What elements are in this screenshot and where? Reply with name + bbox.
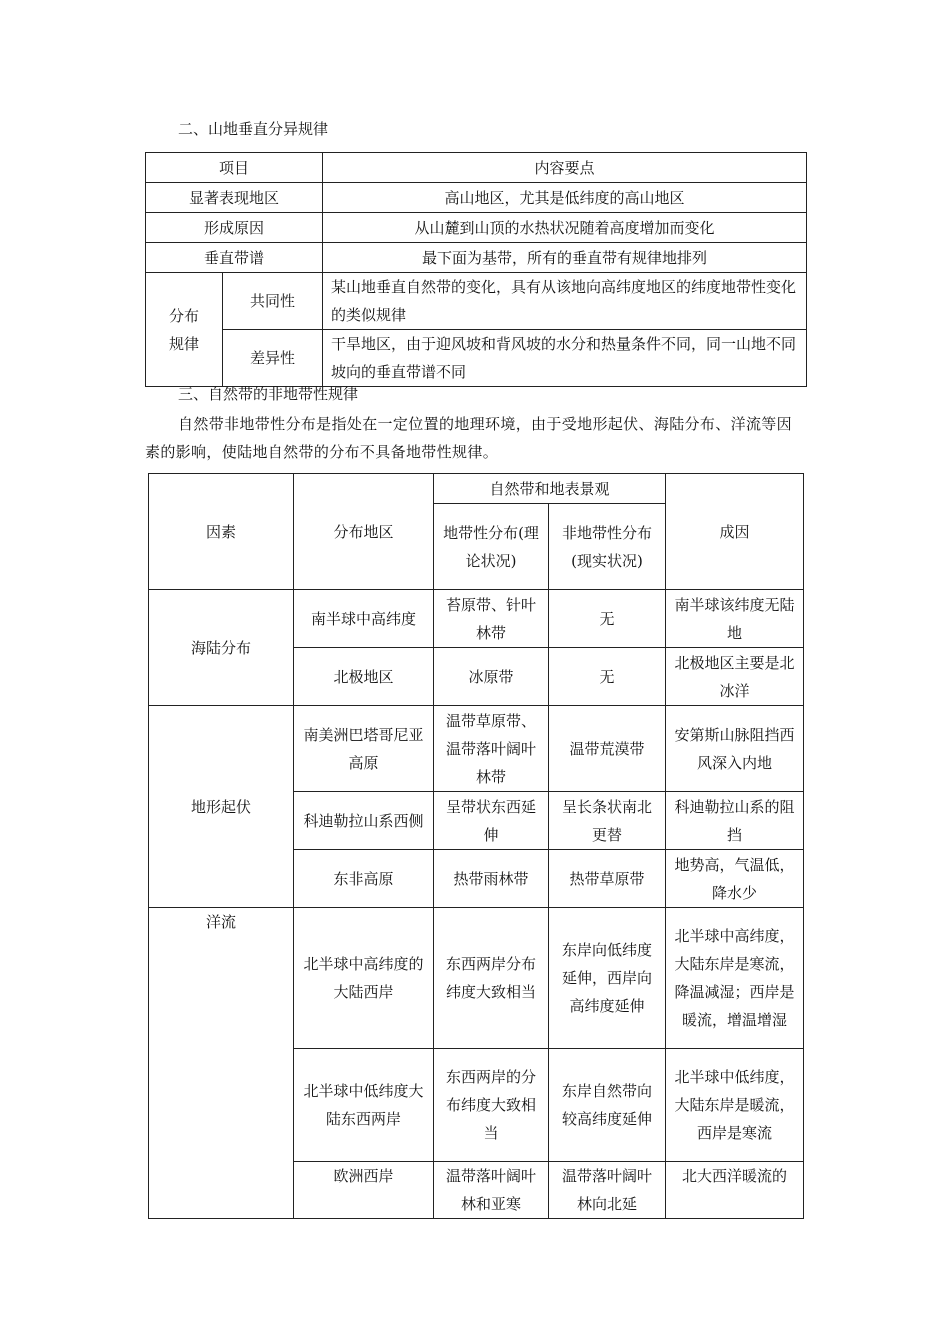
nonzonal-cell: 东岸自然带向较高纬度延伸 (549, 1049, 666, 1162)
cause-cell: 安第斯山脉阻挡西风深入内地 (666, 706, 804, 792)
vertical-zonation-table (145, 152, 807, 387)
common-label: 共同性 (223, 273, 323, 330)
zonal-cell: 热带雨林带 (434, 850, 549, 908)
factor-sea-land: 海陆分布 (149, 590, 294, 706)
zonal-cell: 苔原带、针叶林带 (434, 590, 549, 648)
cause-cell: 北半球中低纬度，大陆东岸是暖流，西岸是寒流 (666, 1049, 804, 1162)
nonzonal-cell: 温带落叶阔叶林向北延 (549, 1162, 666, 1219)
region-cell: 南美洲巴塔哥尼亚高原 (294, 706, 434, 792)
row-item: 垂直带谱 (146, 243, 323, 273)
distribution-label: 分布规律 (146, 273, 223, 387)
cause-cell: 科迪勒拉山系的阻挡 (666, 792, 804, 850)
nonzonal-cell: 无 (549, 590, 666, 648)
zonal-cell: 呈带状东西延伸 (434, 792, 549, 850)
cause-cell: 地势高，气温低，降水少 (666, 850, 804, 908)
region-cell: 北极地区 (294, 648, 434, 706)
region-cell: 科迪勒拉山系西侧 (294, 792, 434, 850)
header-group: 自然带和地表景观 (434, 474, 666, 504)
nonzonal-cell: 东岸向低纬度延伸，西岸向高纬度延伸 (549, 908, 666, 1049)
region-cell: 北半球中高纬度的大陆西岸 (294, 908, 434, 1049)
section-3-heading: 三、自然带的非地带性规律 (178, 385, 359, 403)
zonal-cell: 冰原带 (434, 648, 549, 706)
factor-terrain: 地形起伏 (149, 706, 294, 908)
diff-label: 差异性 (223, 330, 323, 387)
zonal-cell: 东西两岸的分布纬度大致相当 (434, 1049, 549, 1162)
header-region: 分布地区 (294, 474, 434, 590)
header-content: 内容要点 (323, 153, 807, 183)
row-content: 从山麓到山顶的水热状况随着高度增加而变化 (323, 213, 807, 243)
nonzonal-cell: 温带荒漠带 (549, 706, 666, 792)
factor-ocean-current: 洋流 (149, 908, 294, 1219)
section-2-heading: 二、山地垂直分异规律 (178, 120, 329, 138)
nonzonal-cell: 无 (549, 648, 666, 706)
row-item: 形成原因 (146, 213, 323, 243)
zonal-cell: 温带草原带、温带落叶阔叶林带 (434, 706, 549, 792)
row-content: 最下面为基带，所有的垂直带有规律地排列 (323, 243, 807, 273)
nonzonal-cell: 呈长条状南北更替 (549, 792, 666, 850)
region-cell: 南半球中高纬度 (294, 590, 434, 648)
header-factor: 因素 (149, 474, 294, 590)
header-nonzonal: 非地带性分布(现实状况) (549, 504, 666, 590)
cause-cell: 南半球该纬度无陆地 (666, 590, 804, 648)
diff-content: 干旱地区，由于迎风坡和背风坡的水分和热量条件不同，同一山地不同坡向的垂直带谱不同 (323, 330, 807, 387)
header-cause: 成因 (666, 474, 804, 590)
nonzonal-cell: 热带草原带 (549, 850, 666, 908)
region-cell: 东非高原 (294, 850, 434, 908)
header-zonal: 地带性分布(理论状况) (434, 504, 549, 590)
cause-cell: 北极地区主要是北冰洋 (666, 648, 804, 706)
cause-cell: 北大西洋暖流的 (666, 1162, 804, 1219)
row-item: 显著表现地区 (146, 183, 323, 213)
region-cell: 欧洲西岸 (294, 1162, 434, 1219)
region-cell: 北半球中低纬度大陆东西两岸 (294, 1049, 434, 1162)
common-content: 某山地垂直自然带的变化，具有从该地向高纬度地区的纬度地带性变化的类似规律 (323, 273, 807, 330)
cause-cell: 北半球中高纬度，大陆东岸是寒流，降温减湿；西岸是暖流，增温增湿 (666, 908, 804, 1049)
zonal-cell: 东西两岸分布纬度大致相当 (434, 908, 549, 1049)
nonzonal-table (148, 473, 804, 1219)
section-3-paragraph: 自然带非地带性分布是指处在一定位置的地理环境，由于受地形起伏、海陆分布、洋流等因素的影响，使陆地自然带的分布不具备地带性规律。 (145, 415, 793, 461)
row-content: 高山地区，尤其是低纬度的高山地区 (323, 183, 807, 213)
header-item: 项目 (146, 153, 323, 183)
zonal-cell: 温带落叶阔叶林和亚寒 (434, 1162, 549, 1219)
